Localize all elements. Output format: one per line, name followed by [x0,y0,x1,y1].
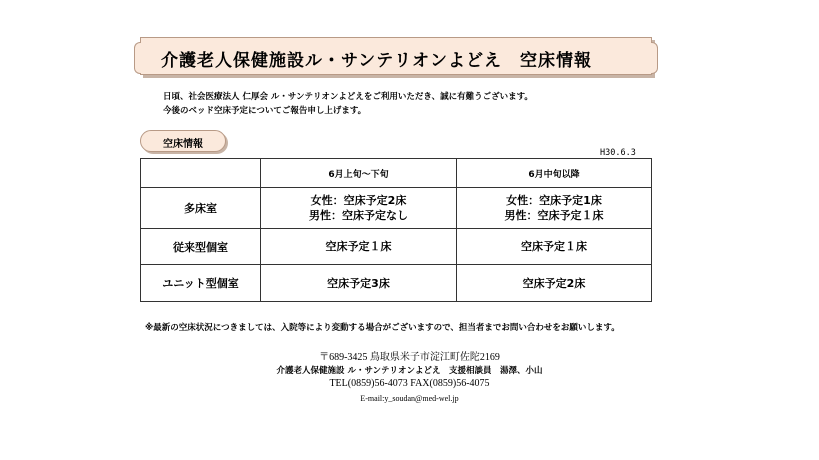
vacancy-text: 女性：空床予定2床 [310,194,407,207]
contact-email[interactable]: E-mail:y_soudan@med-wel.jp [360,394,459,403]
vacancy-table [140,158,652,302]
vacancy-text: 男性：空床予定１床 [504,209,604,222]
title-banner [140,37,652,75]
vacancy-cell [261,265,457,302]
vacancy-cell [261,188,457,229]
contact-address: 〒689-3425 鳥取県米子市淀江町佐陀2169 [319,352,500,363]
vacancy-cell [457,265,652,302]
intro-line-2: 今後のベッド空床予定についてご報告申し上げます。 [163,106,367,116]
table-header-corner [141,159,261,188]
vacancy-cell [457,188,652,229]
vacancy-text: 男性：空床予定なし [309,209,408,222]
table-header-period-2: 6月中旬以降 [457,159,652,188]
vacancy-cell [261,229,457,265]
table-header-period-1: 6月上旬～下旬 [261,159,457,188]
report-date: H30.6.3 [600,148,636,158]
contact-phone: TEL(0859)56-4073 FAX(0859)56-4075 [329,378,490,389]
room-type: 従来型個室 [141,229,261,265]
vacancy-cell [457,229,652,265]
section-label-pill [140,130,226,152]
vacancy-text: 空床予定１床 [521,240,587,253]
intro-line-1: 日頃、社会医療法人 仁厚会 ル・サンテリオンよどえをご利用いただき、誠に有難うございます。 [163,92,533,102]
notice-text: ※最新の空床状況につきましては、入院等により変動する場合がございますので、担当者までお問い合わせをお願いします。 [145,323,620,333]
table-row [141,229,652,265]
page-title: 介護老人保健施設ル・サンテリオンよどえ 空床情報 [161,51,592,71]
table-row [141,265,652,302]
vacancy-text: 空床予定１床 [325,240,392,253]
table-row [141,188,652,229]
vacancy-text: 女性：空床予定1床 [506,194,602,207]
section-label: 空床情報 [163,139,203,150]
room-type: ユニット型個室 [141,265,261,302]
vacancy-text: 空床予定3床 [327,276,390,290]
vacancy-text: 空床予定2床 [522,276,586,290]
table-header-row [141,159,652,188]
contact-facility: 介護老人保健施設 ル・サンテリオンよどえ 支援相談員 湯澤、小山 [276,366,543,376]
room-type: 多床室 [141,188,261,229]
